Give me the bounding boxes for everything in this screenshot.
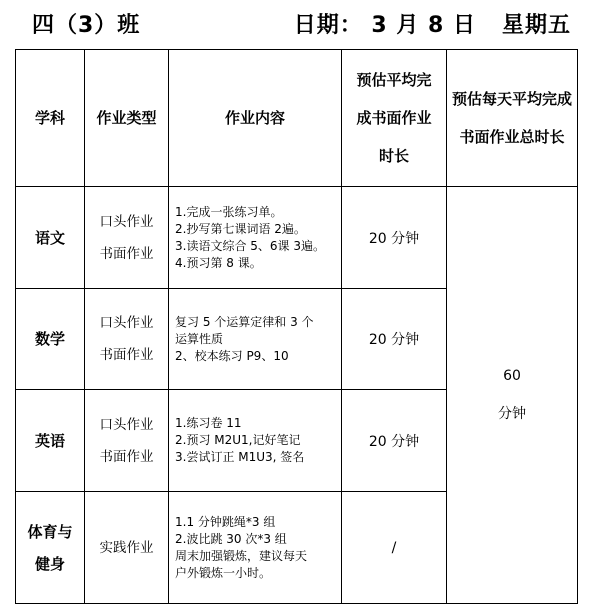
type-label: 书面作业 (99, 347, 154, 363)
col-type: 作业类型 (85, 50, 169, 187)
time-cell: / (342, 492, 447, 604)
col-daily-total (447, 50, 578, 187)
content-line: 2.预习 M2U1,记好笔记 (175, 433, 301, 447)
daily-total-cell (447, 187, 578, 604)
content-line: 运算性质 (175, 331, 224, 346)
subject-cell (16, 492, 85, 604)
content-line: 2、校本练习 P9、10 (175, 348, 289, 363)
time-cell: 20 分钟 (342, 289, 447, 390)
content-line: 1.1 分钟跳绳*3 组 (175, 514, 276, 529)
header-row (16, 50, 578, 187)
type-cell (85, 492, 169, 604)
class-name: 四（3）班 (32, 13, 141, 38)
col-est-time-line: 预估平均完 (356, 71, 432, 89)
type-label: 书面作业 (99, 245, 154, 262)
type-label: 口头作业 (99, 315, 154, 331)
subject-label: 语文 (34, 228, 65, 247)
table-row (16, 187, 578, 289)
date-label: 日期： 3 月 8 日 星期五 (293, 13, 571, 38)
col-daily-total-line: 预估每天平均完成 (451, 90, 572, 108)
content-line: 3.读语文综合 5、6课 3遍。 (175, 238, 325, 253)
subject-label: 英语 (34, 431, 65, 450)
homework-table (15, 49, 578, 604)
subject-cell (16, 187, 85, 289)
content-cell (169, 390, 342, 492)
content-line: 2.波比跳 30 次*3 组 (175, 531, 287, 546)
col-est-time-line: 成书面作业 (356, 109, 432, 127)
col-content: 作业内容 (169, 50, 342, 187)
col-est-time-line: 时长 (378, 147, 409, 165)
content-line: 复习 5 个运算定律和 3 个 (175, 314, 314, 329)
content-cell (169, 492, 342, 604)
subject-label: 健身 (34, 554, 65, 573)
col-est-time (342, 50, 447, 187)
daily-total-unit: 分钟 (498, 406, 526, 422)
subject-cell (16, 390, 85, 492)
col-subject: 学科 (16, 50, 85, 187)
type-label: 书面作业 (99, 448, 154, 465)
page-header (0, 0, 593, 46)
content-cell (169, 187, 342, 289)
content-line: 2.抄写第七课词语 2遍。 (175, 221, 306, 236)
content-line: 1.完成一张练习单。 (175, 204, 283, 219)
content-line: 户外锻炼一小时。 (175, 565, 272, 580)
time-cell: 20 分钟 (342, 390, 447, 492)
subject-label: 体育与 (27, 522, 73, 541)
content-line: 4.预习第 8 课。 (175, 255, 262, 270)
col-daily-total-line: 书面作业总时长 (459, 128, 565, 146)
content-line: 1.练习卷 11 (175, 416, 242, 430)
type-label: 口头作业 (99, 213, 154, 230)
content-line: 3.尝试订正 M1U3, 签名 (175, 450, 305, 464)
subject-cell (16, 289, 85, 390)
type-cell (85, 187, 169, 289)
type-label: 实践作业 (99, 539, 154, 556)
time-cell: 20 分钟 (342, 187, 447, 289)
subject-label: 数学 (34, 330, 65, 348)
content-line: 周末加强锻炼，建议每天 (175, 548, 308, 563)
type-cell (85, 289, 169, 390)
type-cell (85, 390, 169, 492)
type-label: 口头作业 (99, 416, 154, 433)
content-cell (169, 289, 342, 390)
daily-total-value: 60 (503, 368, 521, 384)
